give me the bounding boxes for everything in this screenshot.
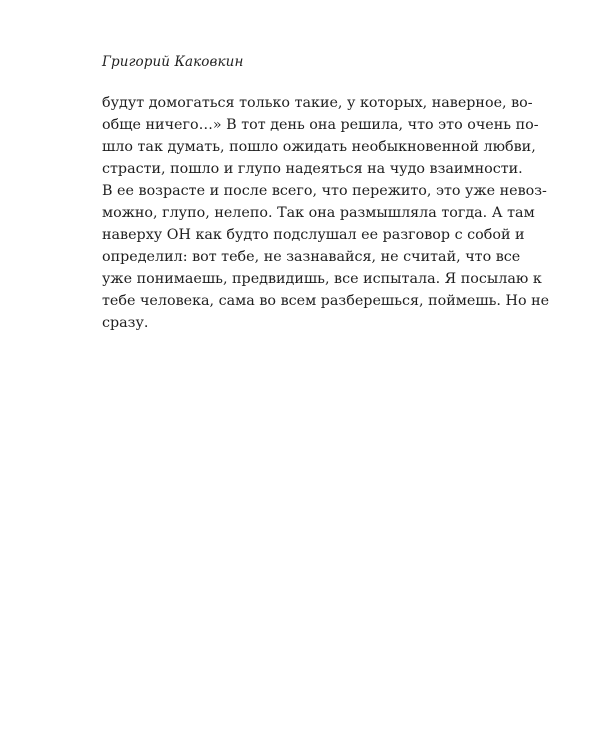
text-line: уже понимаешь, предвидишь, все испытала. Я посылаю к bbox=[102, 271, 542, 287]
body-text bbox=[102, 92, 550, 334]
text-line: наверху ОН как будто подслушал ее разговор с собой и bbox=[102, 227, 525, 243]
text-line: шло так думать, пошло ожидать необыкновенной любви, bbox=[102, 139, 536, 155]
text-line: можно, глупо, нелепо. Так она размышляла тогда. А там bbox=[102, 205, 535, 221]
text-line-last: сразу. bbox=[102, 315, 149, 331]
text-line: страсти, пошло и глупо надеяться на чудо взаимности. bbox=[102, 161, 523, 177]
text-line: обще ничего…» В тот день она решила, что это очень по- bbox=[102, 117, 539, 133]
text-line: определил: вот тебе, не зазнавайся, не считай, что все bbox=[102, 249, 521, 265]
text-line: тебе человека, сама во всем разберешься, поймешь. Но не bbox=[102, 293, 550, 309]
text-line: В ее возрасте и после всего, что пережито, это уже невоз- bbox=[102, 183, 547, 199]
text-line: будут домогаться только такие, у которых, наверное, во- bbox=[102, 95, 533, 111]
running-header-author: Григорий Каковкин bbox=[102, 54, 244, 70]
